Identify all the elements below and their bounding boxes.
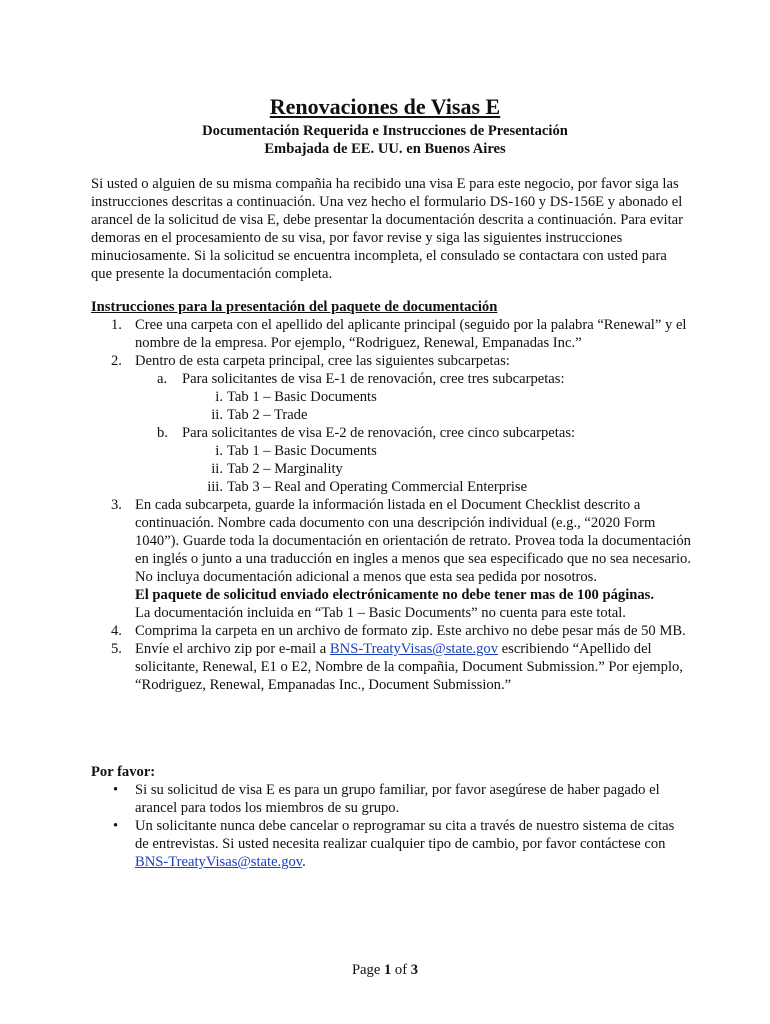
bullet-icon: • <box>113 818 119 834</box>
total-pages: 3 <box>410 962 419 978</box>
subtitle-embassy: Embajada de EE. UU. en Buenos Aires <box>264 141 506 157</box>
roman-numeral: ii. <box>211 407 223 423</box>
roman-list-item <box>91 442 691 460</box>
sub-list-item <box>91 424 691 442</box>
roman-numeral: iii. <box>207 479 223 495</box>
roman-list-item <box>91 478 691 496</box>
list-item <box>91 622 691 640</box>
current-page: 1 <box>383 962 392 978</box>
page-word: Page <box>351 962 381 978</box>
list-item-text: Cree una carpeta con el apellido del aplicante principal (seguido por la palabra “Renewal” y el nombre de la empresa. Por ejemplo, “Rodriguez, Renewal, Empanadas Inc.” <box>135 317 687 351</box>
instructions-section <box>91 298 691 694</box>
list-number: 2. <box>111 353 122 369</box>
list-number: 4. <box>111 623 122 639</box>
instructions-heading: Instrucciones para la presentación del paquete de documentación <box>91 299 498 315</box>
list-item <box>91 496 691 622</box>
bullet-text-after: . <box>302 854 306 870</box>
list-item <box>91 640 691 694</box>
bullet-item <box>91 781 691 817</box>
roman-numeral: i. <box>215 443 223 459</box>
sub-list-letter: b. <box>157 425 168 441</box>
list-item <box>91 352 691 370</box>
bullet-text: Si su solicitud de visa E es para un grupo familiar, por favor asegúrese de haber pagado el arancel para todos los miembros de su grupo. <box>135 782 660 816</box>
bullet-item <box>91 817 691 871</box>
sub-list-text: Para solicitantes de visa E-2 de renovación, cree cinco subcarpetas: <box>182 425 576 441</box>
sub-list-letter: a. <box>157 371 168 387</box>
roman-list-text: Tab 2 – Marginality <box>227 461 343 477</box>
roman-numeral: ii. <box>211 461 223 477</box>
email-link[interactable]: BNS-TreatyVisas@state.gov <box>135 854 303 870</box>
roman-list-text: Tab 3 – Real and Operating Commercial Enterprise <box>227 479 528 495</box>
roman-numeral: i. <box>215 389 223 405</box>
intro-paragraph: Si usted o alguien de su misma compañia ha recibido una visa E para este negocio, por favor siga las instrucciones descritas a continuación. Una vez hecho el formulario DS-160 y DS-156E y abonado el arancel de la solicitud de visa E, debe presentar la documentación descrita a continuación. Para evitar demoras en el procesamiento de su visa, por favor revise y siga las siguientes instrucciones minuciosamente. Si la solicitud se encuentra incompleta, el consulado se contactara con usted para que presente la documentación completa. <box>91 176 684 282</box>
email-link[interactable]: BNS-TreatyVisas@state.gov <box>329 641 499 657</box>
roman-list-text: Tab 2 – Trade <box>227 407 308 423</box>
list-item-text-before: Envíe el archivo zip por e-mail a <box>135 641 330 657</box>
list-number: 5. <box>111 641 122 657</box>
bullet-icon: • <box>113 782 119 798</box>
list-item-text-after: escribiendo “Apellido del solicitante, Renewal, E1 o E2, Nombre de la compañia, Document Submission.” Por ejemplo, “Rodriguez, Renewal, Empanadas Inc., Document Submission.” <box>135 641 683 693</box>
page-number-footer <box>0 961 770 979</box>
sub-list-item <box>91 370 691 388</box>
bullet-text-before: Un solicitante nunca debe cancelar o reprogramar su cita a través de nuestro sistema de citas de entrevistas. Si usted necesita realizar cualquier tipo de cambio, por favor contáctese con <box>135 818 675 852</box>
sub-list-text: Para solicitantes de visa E-1 de renovación, cree tres subcarpetas: <box>182 371 565 387</box>
roman-list-text: Tab 1 – Basic Documents <box>227 443 377 459</box>
page-title: Renovaciones de Visas E <box>269 94 501 119</box>
roman-list-item <box>91 406 691 424</box>
page-limit-warning: El paquete de solicitud enviado electrónicamente no debe tener mas de 100 páginas. <box>135 587 655 603</box>
list-number: 1. <box>111 317 122 333</box>
list-item-text: En cada subcarpeta, guarde la información listada en el Document Checklist descrito a continuación. Nombre cada documento con una descripción individual (e.g., “2020 Form 1040”). Guarde toda la documentación en orientación de retrato. Provea toda la documentación en inglés o junto a una traducción en ingles a menos que sea especificado que no sea necesario. No incluya documentación adicional a menos que esta sea pedida por nosotros. <box>135 497 691 585</box>
roman-list-text: Tab 1 – Basic Documents <box>227 389 377 405</box>
por-favor-heading: Por favor: <box>91 764 156 780</box>
list-item-text: Dentro de esta carpeta principal, cree las siguientes subcarpetas: <box>135 353 510 369</box>
subtitle-requirements: Documentación Requerida e Instrucciones de Presentación <box>202 123 568 139</box>
list-number: 3. <box>111 497 122 513</box>
list-item-text: Comprima la carpeta en un archivo de formato zip. Este archivo no debe pesar más de 50 MB. <box>135 623 686 639</box>
list-item <box>91 316 691 352</box>
roman-list-item <box>91 388 691 406</box>
por-favor-section <box>91 763 691 871</box>
roman-list-item <box>91 460 691 478</box>
of-word: of <box>394 962 408 978</box>
page-limit-note: La documentación incluida en “Tab 1 – Basic Documents” no cuenta para este total. <box>135 605 626 621</box>
